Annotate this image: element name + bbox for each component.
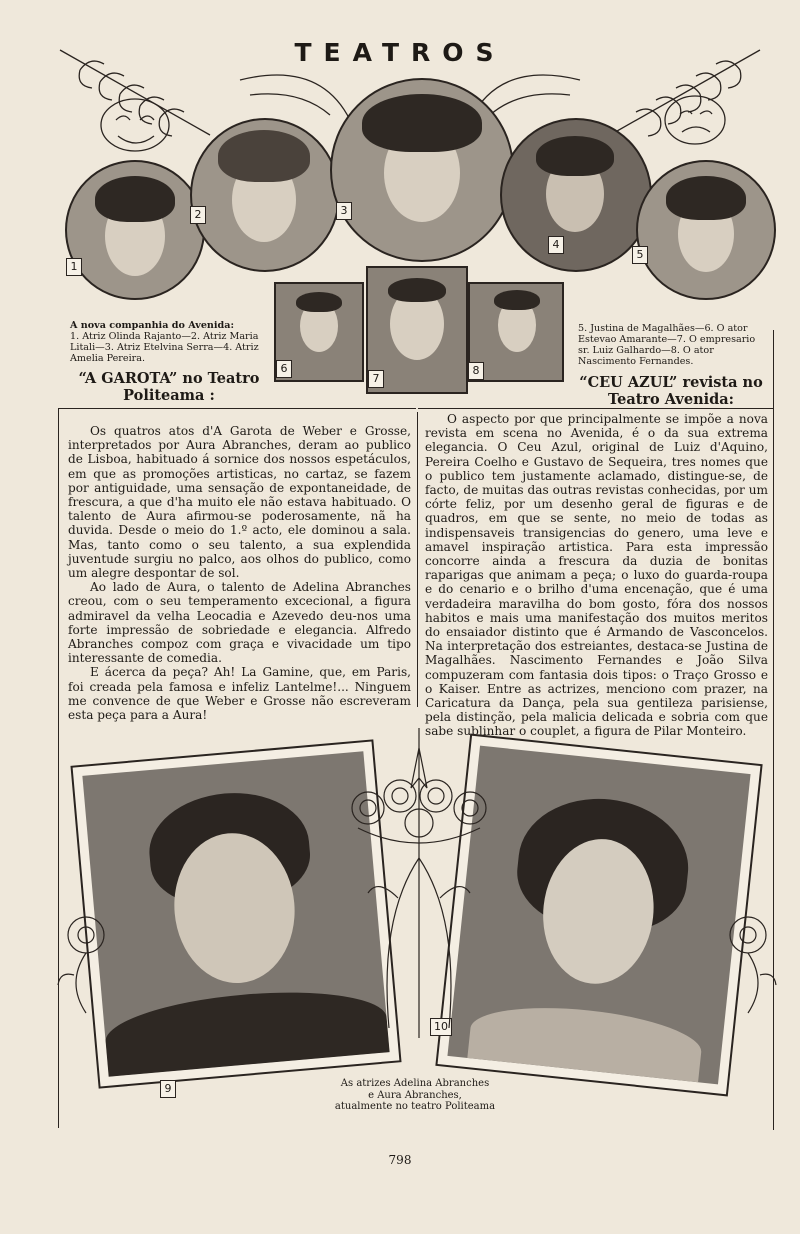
caption-right: 5. Justina de Magalhães—6. O ator Estevao Amarante—7. O empresario sr. Luiz Galhardo—8. O ator Nascimento Fernandes. bbox=[578, 323, 756, 367]
right-article-heading bbox=[566, 374, 776, 408]
bottom-caption-line-3: atualmente no teatro Politeama bbox=[334, 1101, 496, 1112]
left-paragraph-1: Os quatros atos d'A Garota de Weber e Grosse, interpretados por Aura Abranches, deram ao publico de Lisboa, habituado á sornice dos nossos espetáculos, em que as promoções artisticas, no cartaz, se fazem por antiguidade, uma sensação de expontaneidade, de frescura, a que d'ha muito ele não estava habituado. O talento de Aura afirmou-se poderosamente, nã ha duvida. Desde o meio do 1.º acto, ele dominou a sala. Mas, tanto como o seu talento, a sua explendida juventude surgiu no palco, aos olhos do publico, como um alegre despontar de sol. bbox=[68, 424, 411, 581]
portrait-3 bbox=[330, 78, 514, 262]
photo-number-10: 10 bbox=[430, 1018, 452, 1036]
portrait-number-5: 5 bbox=[632, 246, 648, 264]
portrait-number-1: 1 bbox=[66, 258, 82, 276]
heading-rule-right bbox=[418, 408, 774, 409]
portrait-number-7: 7 bbox=[368, 370, 384, 388]
right-article-body bbox=[425, 412, 768, 739]
photo-number-9: 9 bbox=[160, 1080, 176, 1098]
portrait-4 bbox=[500, 118, 652, 272]
left-heading-line-1: “A GAROTA” no Teatro bbox=[78, 370, 260, 387]
bottom-photo-caption bbox=[300, 1078, 530, 1113]
right-paragraph-1: O aspecto por que principalmente se impõe a nova revista em scena no Avenida, é o da sua extrema elegancia. O Ceu Azul, original de Luiz d'Aquino, Pereira Coelho e Gustavo de Sequeira, tres nomes que o publico tem justamente aclamado, distingue-se, de facto, de muitas das outras revistas conhecidas, por um córte feliz, por um desenho geral de figuras e de quadros, em que se sente, no meio de todas as indispensaveis transigencias do genero, uma leve e amavel inspiração artistica. Para esta impressão concorre ainda a frescura da duzia de bonitas raparigas que animam a peça; o luxo do guarda-roupa e do cenario e o brilho d'uma encenação, que é uma verdadeira maravilha do bom gosto, fóra dos nossos habitos e mais uma manifestação dos muitos meritos do ensaiador distinto que é Armando de Vasconcelos. Na interpretação dos estreiantes, destaca-se Justina de Magalhães. Nascimento Fernandes e João Silva compuzeram com fantasia dois tipos: o Traço Grosso e o Kaiser. Entre as actrizes, menciono com prazer, na Caricatura da Dança, pela sua gentileza parisiense, pela distinção, pela malicia delicada e sobria com que sabe sublinhar o couplet, a figura de Pilar Monteiro. bbox=[425, 412, 768, 739]
right-rose-ornament-icon bbox=[718, 905, 778, 1015]
portrait-2 bbox=[190, 118, 340, 272]
flower-bouquet-icon bbox=[338, 718, 500, 1048]
portrait-number-3: 3 bbox=[336, 202, 352, 220]
portrait-number-4: 4 bbox=[548, 236, 564, 254]
portrait-5 bbox=[636, 160, 776, 300]
column-divider bbox=[417, 412, 418, 707]
left-article-body bbox=[68, 424, 411, 722]
portrait-number-6: 6 bbox=[276, 360, 292, 378]
caption-left-text: 1. Atriz Olinda Rajanto—2. Atriz Maria Litali—3. Atriz Etelvina Serra—4. Atriz Amelia Pereira. bbox=[70, 331, 259, 364]
left-rose-ornament-icon bbox=[56, 905, 116, 1015]
bottom-caption-line-2: e Aura Abranches, bbox=[368, 1089, 462, 1101]
page-title: TEATROS bbox=[294, 38, 506, 67]
portrait-number-8: 8 bbox=[468, 362, 484, 380]
left-paragraph-3: E ácerca da peça? Ah! La Gamine, que, em Paris, foi creada pela famosa e infeliz Lantelme!... Ninguem me convence de que Weber e Grosse não escreveram esta peça para a Aura! bbox=[68, 665, 411, 723]
bottom-caption-line-1: As atrizes Adelina Abranches bbox=[340, 1078, 490, 1089]
portrait-1 bbox=[65, 160, 205, 300]
left-frame-rule bbox=[58, 408, 59, 1128]
heading-rule-left bbox=[58, 408, 416, 409]
right-heading-line-1: “CEU AZUL” revista no bbox=[579, 374, 763, 391]
caption-left-heading: A nova companhia do Avenida: bbox=[70, 320, 235, 331]
left-paragraph-2: Ao lado de Aura, o talento de Adelina Abranches creou, com o seu temperamento excecional, a figura admiravel da velha Leocadia e Azevedo deu-nos uma forte impressão de sobriedade e elegancia. Alfredo Abranches compoz com graça e vivacidade um tipo interessante de comedia. bbox=[68, 580, 411, 666]
left-heading-line-2: Politeama : bbox=[123, 387, 215, 404]
caption-left bbox=[70, 320, 270, 364]
left-article-heading bbox=[64, 370, 274, 404]
right-heading-line-2: Teatro Avenida: bbox=[607, 391, 735, 408]
page-number: 798 bbox=[388, 1153, 412, 1167]
portrait-number-2: 2 bbox=[190, 206, 206, 224]
